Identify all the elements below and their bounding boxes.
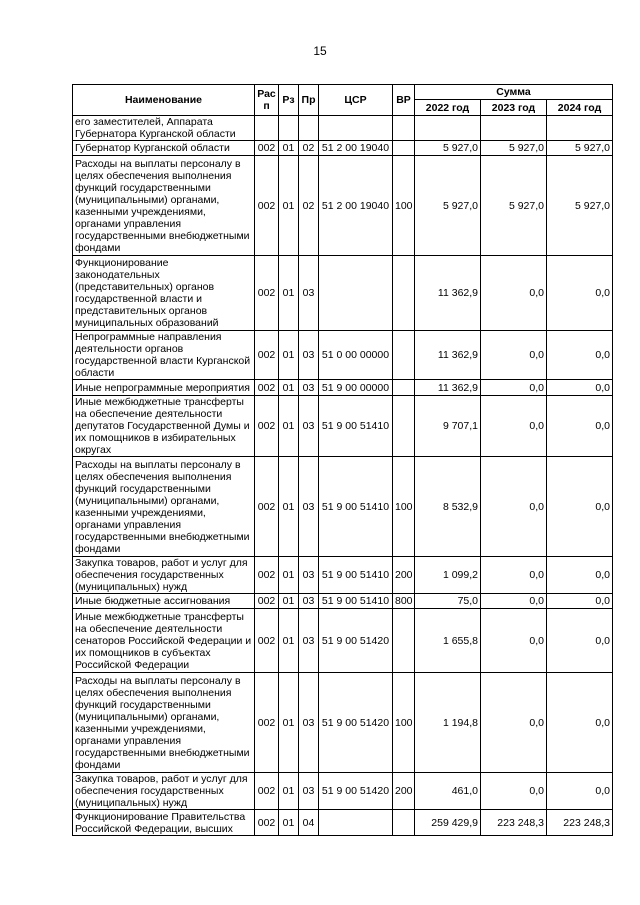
- row-vr-cell: 200: [393, 557, 415, 594]
- row-sum-2022-cell: 9 707,1: [415, 396, 481, 457]
- row-sum-2023-cell: 5 927,0: [481, 141, 547, 156]
- row-sum-2022-cell: 1 655,8: [415, 609, 481, 673]
- row-ras-cell: 002: [255, 557, 279, 594]
- row-sum-2024-cell: 0,0: [547, 457, 613, 557]
- row-sum-2024-cell: 5 927,0: [547, 156, 613, 256]
- row-ras-cell: 002: [255, 810, 279, 836]
- row-sum-2024-cell: 0,0: [547, 594, 613, 609]
- header-rz: Рз: [279, 85, 299, 116]
- table-row: [73, 256, 613, 331]
- row-vr-cell: [393, 609, 415, 673]
- table-row: [73, 156, 613, 256]
- row-sum-2023-cell: 5 927,0: [481, 156, 547, 256]
- row-sum-2023-cell: [481, 116, 547, 141]
- row-sum-2024-cell: 0,0: [547, 773, 613, 810]
- table-header: [73, 85, 613, 116]
- row-sum-2024-cell: 5 927,0: [547, 141, 613, 156]
- header-year-2024: 2024 год: [547, 100, 613, 116]
- row-sum-2023-cell: 0,0: [481, 557, 547, 594]
- row-sum-2024-cell: 0,0: [547, 396, 613, 457]
- row-csr-cell: 51 9 00 51420: [319, 773, 393, 810]
- row-csr-cell: 51 0 00 00000: [319, 331, 393, 380]
- table-row: [73, 773, 613, 810]
- header-name: Наименование: [73, 85, 255, 116]
- row-name-cell: Функционирование Правительства Российской Федерации, высших: [73, 810, 255, 836]
- row-rz-cell: 01: [279, 609, 299, 673]
- header-year-2023: 2023 год: [481, 100, 547, 116]
- row-pr-cell: 02: [299, 141, 319, 156]
- row-ras-cell: 002: [255, 673, 279, 773]
- row-sum-2023-cell: 0,0: [481, 256, 547, 331]
- row-name-cell: Закупка товаров, работ и услуг для обеспечения государственных (муниципальных) нужд: [73, 773, 255, 810]
- row-sum-2022-cell: 5 927,0: [415, 156, 481, 256]
- row-pr-cell: 03: [299, 380, 319, 396]
- row-sum-2022-cell: 5 927,0: [415, 141, 481, 156]
- row-pr-cell: [299, 116, 319, 141]
- row-rz-cell: 01: [279, 673, 299, 773]
- row-ras-cell: 002: [255, 141, 279, 156]
- row-name-cell: Расходы на выплаты персоналу в целях обеспечения выполнения функций государственными (муниципальными) органами, казенными учреждениями, органами управления государственными внебюджетными фондами: [73, 457, 255, 557]
- table-row: [73, 141, 613, 156]
- row-vr-cell: [393, 810, 415, 836]
- row-csr-cell: 51 9 00 51420: [319, 673, 393, 773]
- row-csr-cell: 51 2 00 19040: [319, 141, 393, 156]
- row-csr-cell: [319, 256, 393, 331]
- row-csr-cell: 51 9 00 51410: [319, 557, 393, 594]
- row-name-cell: его заместителей, Аппарата Губернатора Курганской области: [73, 116, 255, 141]
- table-row: [73, 557, 613, 594]
- row-ras-cell: 002: [255, 457, 279, 557]
- row-ras-cell: 002: [255, 256, 279, 331]
- row-rz-cell: 01: [279, 380, 299, 396]
- row-vr-cell: 200: [393, 773, 415, 810]
- row-sum-2024-cell: [547, 116, 613, 141]
- row-sum-2023-cell: 0,0: [481, 457, 547, 557]
- row-csr-cell: 51 9 00 51410: [319, 396, 393, 457]
- row-sum-2024-cell: 223 248,3: [547, 810, 613, 836]
- row-ras-cell: 002: [255, 396, 279, 457]
- row-pr-cell: 03: [299, 773, 319, 810]
- header-pr: Пр: [299, 85, 319, 116]
- row-ras-cell: 002: [255, 156, 279, 256]
- row-sum-2023-cell: 0,0: [481, 594, 547, 609]
- row-rz-cell: 01: [279, 331, 299, 380]
- row-name-cell: Иные бюджетные ассигнования: [73, 594, 255, 609]
- row-csr-cell: 51 9 00 51420: [319, 609, 393, 673]
- row-rz-cell: 01: [279, 256, 299, 331]
- row-vr-cell: 100: [393, 673, 415, 773]
- row-sum-2024-cell: 0,0: [547, 609, 613, 673]
- row-pr-cell: 03: [299, 457, 319, 557]
- row-vr-cell: [393, 256, 415, 331]
- row-vr-cell: [393, 396, 415, 457]
- row-sum-2022-cell: 8 532,9: [415, 457, 481, 557]
- row-rz-cell: 01: [279, 396, 299, 457]
- row-name-cell: Иные межбюджетные трансферты на обеспечение деятельности депутатов Государственной Думы и их помощников в избирательных округах: [73, 396, 255, 457]
- row-rz-cell: 01: [279, 773, 299, 810]
- row-ras-cell: 002: [255, 380, 279, 396]
- row-sum-2022-cell: 11 362,9: [415, 331, 481, 380]
- row-sum-2022-cell: 259 429,9: [415, 810, 481, 836]
- row-pr-cell: 03: [299, 594, 319, 609]
- row-vr-cell: 100: [393, 457, 415, 557]
- row-sum-2023-cell: 223 248,3: [481, 810, 547, 836]
- table-row: [73, 673, 613, 773]
- row-csr-cell: 51 9 00 51410: [319, 594, 393, 609]
- row-name-cell: Непрограммные направления деятельности органов государственной власти Курганской области: [73, 331, 255, 380]
- row-sum-2022-cell: 11 362,9: [415, 380, 481, 396]
- row-vr-cell: [393, 380, 415, 396]
- row-pr-cell: 03: [299, 609, 319, 673]
- row-name-cell: Закупка товаров, работ и услуг для обеспечения государственных (муниципальных) нужд: [73, 557, 255, 594]
- row-sum-2022-cell: 1 099,2: [415, 557, 481, 594]
- row-sum-2024-cell: 0,0: [547, 380, 613, 396]
- budget-table: [72, 84, 613, 836]
- row-sum-2023-cell: 0,0: [481, 331, 547, 380]
- row-sum-2022-cell: 461,0: [415, 773, 481, 810]
- row-ras-cell: 002: [255, 609, 279, 673]
- row-vr-cell: 800: [393, 594, 415, 609]
- table-row: [73, 810, 613, 836]
- row-rz-cell: 01: [279, 141, 299, 156]
- header-vr: ВР: [393, 85, 415, 116]
- row-name-cell: Иные межбюджетные трансферты на обеспечение деятельности сенаторов Российской Федерации и их помощников в субъектах Российской Федерации: [73, 609, 255, 673]
- table-row: [73, 116, 613, 141]
- row-csr-cell: 51 2 00 19040: [319, 156, 393, 256]
- row-csr-cell: [319, 116, 393, 141]
- row-sum-2022-cell: 75,0: [415, 594, 481, 609]
- row-rz-cell: 01: [279, 457, 299, 557]
- row-ras-cell: 002: [255, 331, 279, 380]
- row-vr-cell: [393, 116, 415, 141]
- row-vr-cell: 100: [393, 156, 415, 256]
- row-ras-cell: 002: [255, 594, 279, 609]
- row-sum-2022-cell: 11 362,9: [415, 256, 481, 331]
- table-body: [73, 116, 613, 836]
- row-sum-2023-cell: 0,0: [481, 673, 547, 773]
- row-vr-cell: [393, 141, 415, 156]
- header-ras: Рас п: [255, 85, 279, 116]
- row-sum-2022-cell: 1 194,8: [415, 673, 481, 773]
- row-rz-cell: 01: [279, 810, 299, 836]
- table-row: [73, 396, 613, 457]
- row-sum-2023-cell: 0,0: [481, 380, 547, 396]
- table-row: [73, 594, 613, 609]
- row-rz-cell: 01: [279, 156, 299, 256]
- row-name-cell: Иные непрограммные мероприятия: [73, 380, 255, 396]
- row-pr-cell: 03: [299, 256, 319, 331]
- row-pr-cell: 03: [299, 331, 319, 380]
- table-row: [73, 331, 613, 380]
- header-year-2022: 2022 год: [415, 100, 481, 116]
- row-sum-2022-cell: [415, 116, 481, 141]
- row-csr-cell: 51 9 00 51410: [319, 457, 393, 557]
- row-name-cell: Губернатор Курганской области: [73, 141, 255, 156]
- row-pr-cell: 02: [299, 156, 319, 256]
- row-pr-cell: 03: [299, 396, 319, 457]
- row-rz-cell: [279, 116, 299, 141]
- row-sum-2024-cell: 0,0: [547, 331, 613, 380]
- table-row: [73, 380, 613, 396]
- header-sum: Сумма: [415, 85, 613, 100]
- row-sum-2023-cell: 0,0: [481, 773, 547, 810]
- row-name-cell: Функционирование законодательных (представительных) органов государственной власти и представительных органов муниципальных образований: [73, 256, 255, 331]
- row-ras-cell: [255, 116, 279, 141]
- row-name-cell: Расходы на выплаты персоналу в целях обеспечения выполнения функций государственными (муниципальными) органами, казенными учреждениями, органами управления государственными внебюджетными фондами: [73, 156, 255, 256]
- row-ras-cell: 002: [255, 773, 279, 810]
- table-row: [73, 609, 613, 673]
- row-csr-cell: [319, 810, 393, 836]
- row-csr-cell: 51 9 00 00000: [319, 380, 393, 396]
- row-sum-2023-cell: 0,0: [481, 609, 547, 673]
- row-pr-cell: 03: [299, 673, 319, 773]
- row-vr-cell: [393, 331, 415, 380]
- row-sum-2024-cell: 0,0: [547, 256, 613, 331]
- row-sum-2024-cell: 0,0: [547, 557, 613, 594]
- page-number: 15: [313, 44, 327, 58]
- row-sum-2023-cell: 0,0: [481, 396, 547, 457]
- table-row: [73, 457, 613, 557]
- row-pr-cell: 03: [299, 557, 319, 594]
- header-csr: ЦСР: [319, 85, 393, 116]
- row-name-cell: Расходы на выплаты персоналу в целях обеспечения выполнения функций государственными (муниципальными) органами, казенными учреждениями, органами управления государственными внебюджетными фондами: [73, 673, 255, 773]
- row-rz-cell: 01: [279, 594, 299, 609]
- row-pr-cell: 04: [299, 810, 319, 836]
- row-rz-cell: 01: [279, 557, 299, 594]
- row-sum-2024-cell: 0,0: [547, 673, 613, 773]
